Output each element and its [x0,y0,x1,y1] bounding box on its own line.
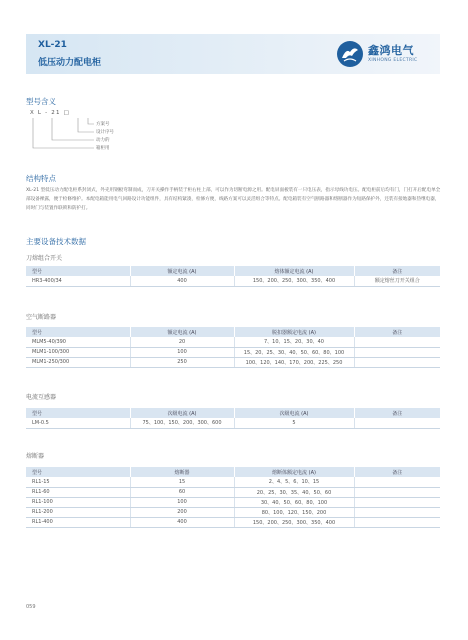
model-meaning-title: 型号含义 [26,97,56,106]
table1-title: 刀熔组合开关 [26,255,63,262]
brand-name-en: XINHONG ELECTRIC [368,58,418,63]
model-code: X L - 21 □ [30,110,71,116]
table-cell: RL1-60 [26,487,130,497]
table-cell: 5 [234,418,354,428]
table-cell: 250 [130,357,234,367]
model-label-2: 设计序号 [96,130,114,135]
table-header: 熔体额定电流 (A) [234,266,354,276]
table-cell: 400 [130,276,234,286]
table-cell: 150、200、250、300、350、400 [234,276,354,286]
table-row [26,517,440,527]
table-cell: 60 [130,487,234,497]
model-bracket-lines [30,110,100,160]
table-cell: 2、4、5、6、10、15 [234,477,354,487]
table-cell [354,357,440,367]
table-header: 备注 [354,467,440,477]
tech-data-title: 主要设备技术数据 [26,237,86,246]
table-row [26,418,440,428]
table-header: 次级电流 (A) [130,408,234,418]
table-cell [354,337,440,347]
table-cell: 150、200、250、300、350、400 [234,517,354,527]
table-header: 额定电流 (A) [130,266,234,276]
table-fuse [26,467,440,528]
table-cell: 200 [130,507,234,517]
table-row [26,507,440,517]
header-band [26,34,440,74]
table-air-breaker [26,327,440,368]
table-cell [354,418,440,428]
page-number: 059 [26,604,36,610]
table-cell: 100 [130,347,234,357]
table-cell [354,487,440,497]
table-cell: 20、25、30、35、40、50、60 [234,487,354,497]
table-current-transformer [26,408,440,429]
table-cell: RL1-400 [26,517,130,527]
table-cell: 15 [130,477,234,487]
table-cell [354,477,440,487]
model-label-1: 方案号 [96,122,110,127]
table-header: 额定电流 (A) [130,327,234,337]
structure-paragraph: XL-21 型低压动力配电柜系封闭式，外壳用钢板弯制而成，刀开关操作手柄装于柜右柱上部，可以作为切断电源之用。配电屏面板装有一只电压表，指示母线功电压。配电柜前后均有门，门打开后配电单全部设备裸露，便于检修维护。本配电箱能用电气回路设计功能组件，具有结构紧凑，检修方便，线路方案可以灵活组合等特点。配电箱装有空气断路器和熔断器作为短路保护外，还装有接地器和热继电器，同时门与装置作联锁和防护打。 [26,188,441,211]
table-header: 型号 [26,327,130,337]
table-row [26,477,440,487]
table-cell: 7、10、15、20、30、40 [234,337,354,347]
table-header: 熔断体额定电流 (A) [234,467,354,477]
table-cell: 30、40、50、60、80、100 [234,497,354,507]
table-cell: MLM1-250/300 [26,357,130,367]
brand-name: 鑫鸿电气 [368,44,414,57]
product-subtitle: 低压动力配电柜 [38,58,102,68]
brand-logo [336,38,432,70]
structure-title: 结构特点 [26,174,56,183]
table3-title: 电流互感器 [26,394,57,401]
logo-icon [336,40,364,68]
table-row [26,337,440,347]
table-row [26,347,440,357]
table-cell: LM-0.5 [26,418,130,428]
table-cell [354,517,440,527]
table-cell: 额定熔丝刀开关组合 [354,276,440,286]
table-cell [354,507,440,517]
table-cell: 100 [130,497,234,507]
table-cell: MLM5-40/390 [26,337,130,347]
model-diagram [30,110,170,160]
table-cell: 400 [130,517,234,527]
table-header: 备注 [354,408,440,418]
table-cell: 15、20、25、30、40、50、60、80、100 [234,347,354,357]
table-cell [354,347,440,357]
table-row [26,357,440,367]
table-header: 备注 [354,266,440,276]
table-row [26,497,440,507]
table-row [26,487,440,497]
table-header: 备注 [354,327,440,337]
table-header: 熔断器 [130,467,234,477]
table-cell: HR3-400/34 [26,276,130,286]
product-title: XL-21 [38,40,67,50]
table-cell: 100、120、140、170、200、225、250 [234,357,354,367]
table-cell: RL1-200 [26,507,130,517]
table-header: 脱扣器额定电流 (A) [234,327,354,337]
table-cell: RL1-15 [26,477,130,487]
table-header: 次级电流 (A) [234,408,354,418]
model-label-3: 动力的 [96,138,110,143]
table-cell: 75、100、150、200、300、600 [130,418,234,428]
table-header: 型号 [26,266,130,276]
table-cell: 20 [130,337,234,347]
table4-title: 熔断器 [26,453,45,460]
table2-title: 空气断路器 [26,314,57,321]
table-cell: 80、100、120、150、200 [234,507,354,517]
table-cell [354,497,440,507]
table-knife-fuse-switch [26,266,440,287]
table-row [26,276,440,286]
table-header: 型号 [26,408,130,418]
table-header: 型号 [26,467,130,477]
model-label-4: 箱柜用 [96,146,110,151]
table-cell: RL1-100 [26,497,130,507]
table-cell: MLM1-100/300 [26,347,130,357]
